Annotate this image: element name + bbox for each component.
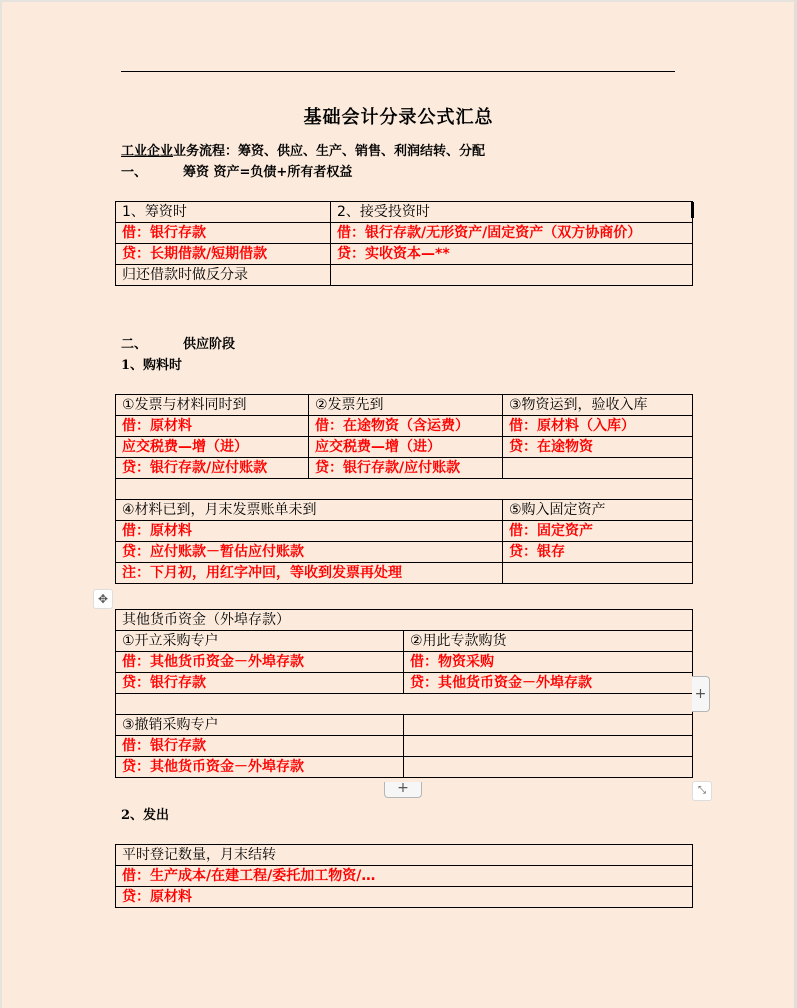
add-column-button[interactable]: + [692,676,710,712]
debit-entry[interactable]: 借：固定资产 [503,521,693,542]
section-heading-financing [121,161,352,180]
other-funds-table [115,609,693,778]
table-cell[interactable] [503,563,693,584]
purchase-table [115,394,693,584]
debit-entry[interactable]: 应交税费—增（进） [309,437,503,458]
table-cell-empty[interactable] [116,694,693,715]
credit-entry[interactable]: 贷：银存 [503,542,693,563]
credit-entry[interactable]: 贷：应付账款－暂估应付账款 [116,542,503,563]
table-row [116,395,693,416]
page-top-edge [0,0,797,2]
debit-entry[interactable]: 借：其他货币资金－外埠存款 [116,652,404,673]
table-cell[interactable]: 归还借款时做反分录 [116,265,331,286]
table-header-cell[interactable]: 其他货币资金（外埠存款） [116,610,693,631]
table-row [116,265,693,286]
section-heading-supply [121,333,235,352]
table-row [116,673,693,694]
table-cell[interactable] [404,757,693,778]
table-row [116,715,693,736]
table-cell[interactable]: ①开立采购专户 [116,631,404,652]
credit-entry[interactable]: 贷：长期借款/短期借款 [116,244,331,265]
table-row [116,736,693,757]
subheading-purchase: 1、购料时 [121,358,183,373]
table-cell[interactable]: 1、筹资时 [116,202,331,223]
table-cell[interactable]: ②用此专款购货 [404,631,693,652]
table-cell[interactable] [404,736,693,757]
section-label: 筹资 资产=负债+所有者权益 [183,165,353,180]
table-row [116,500,693,521]
table-row [116,437,693,458]
table-row [116,757,693,778]
document-title: 基础会计分录公式汇总 [303,107,494,128]
debit-entry[interactable]: 应交税费—增（进） [116,437,309,458]
debit-entry[interactable]: 借：银行存款 [116,736,404,757]
table-row [116,521,693,542]
table-row [116,563,693,584]
table-row [116,542,693,563]
debit-entry[interactable]: 借：生产成本/在建工程/委托加工物资/… [116,866,693,887]
business-flow-line [121,140,485,159]
table-row [116,416,693,437]
table-row [116,458,693,479]
flow-text: 业务流程：筹资、供应、生产、销售、利润结转、分配 [173,144,486,159]
table-move-handle-icon[interactable]: ✥ [93,589,113,609]
table-row [116,202,693,223]
table-cell[interactable]: ③撤销采购专户 [116,715,404,736]
table-resize-icon[interactable]: ⤡ [692,781,712,801]
table-row [116,866,693,887]
table-row [116,652,693,673]
credit-entry[interactable]: 贷：其他货币资金－外埠存款 [404,673,693,694]
credit-entry[interactable]: 贷：在途物资 [503,437,693,458]
credit-entry[interactable]: 贷：实收资本—** [331,244,693,265]
section-label: 供应阶段 [183,337,236,352]
table-row [116,244,693,265]
debit-entry[interactable]: 借：在途物资（含运费） [309,416,503,437]
table-row [116,845,693,866]
table-cell[interactable]: 2、接受投资时 [331,202,693,223]
table-cell[interactable]: ①发票与材料同时到 [116,395,309,416]
credit-entry[interactable]: 贷：原材料 [116,887,693,908]
table-row [116,610,693,631]
note-entry[interactable]: 注：下月初，用红字冲回，等收到发票再处理 [116,563,503,584]
section-number: 一、 [121,165,148,180]
credit-entry[interactable]: 贷：银行存款 [116,673,404,694]
header-rule [121,71,675,72]
page-left-edge [0,0,2,1008]
debit-entry[interactable]: 借：原材料 [116,416,309,437]
table-row [116,887,693,908]
financing-table [115,201,693,286]
credit-entry[interactable]: 贷：其他货币资金－外埠存款 [116,757,404,778]
table-cell[interactable] [404,715,693,736]
table-cell[interactable] [331,265,693,286]
table-row [116,631,693,652]
debit-entry[interactable]: 借：物资采购 [404,652,693,673]
table-row [116,694,693,715]
table-cell-empty[interactable] [116,479,693,500]
table-selection-marker [691,202,694,218]
add-row-button[interactable]: + [384,782,422,798]
table-cell[interactable]: 平时登记数量，月末结转 [116,845,693,866]
table-cell[interactable]: ⑤购入固定资产 [503,500,693,521]
issue-table [115,844,693,908]
subheading-issue: 2、发出 [121,808,170,823]
debit-entry[interactable]: 借：银行存款/无形资产/固定资产（双方协商价） [331,223,693,244]
section-number: 二、 [121,337,148,352]
debit-entry[interactable]: 借：原材料 [116,521,503,542]
flow-prefix: 工业企业 [121,144,174,159]
debit-entry[interactable]: 借：银行存款 [116,223,331,244]
table-cell[interactable] [503,458,693,479]
credit-entry[interactable]: 贷：银行存款/应付账款 [116,458,309,479]
table-cell[interactable]: ④材料已到，月末发票账单未到 [116,500,503,521]
table-row [116,223,693,244]
credit-entry[interactable]: 贷：银行存款/应付账款 [309,458,503,479]
table-cell[interactable]: ②发票先到 [309,395,503,416]
table-cell[interactable]: ③物资运到，验收入库 [503,395,693,416]
table-row [116,479,693,500]
debit-entry[interactable]: 借：原材料（入库） [503,416,693,437]
